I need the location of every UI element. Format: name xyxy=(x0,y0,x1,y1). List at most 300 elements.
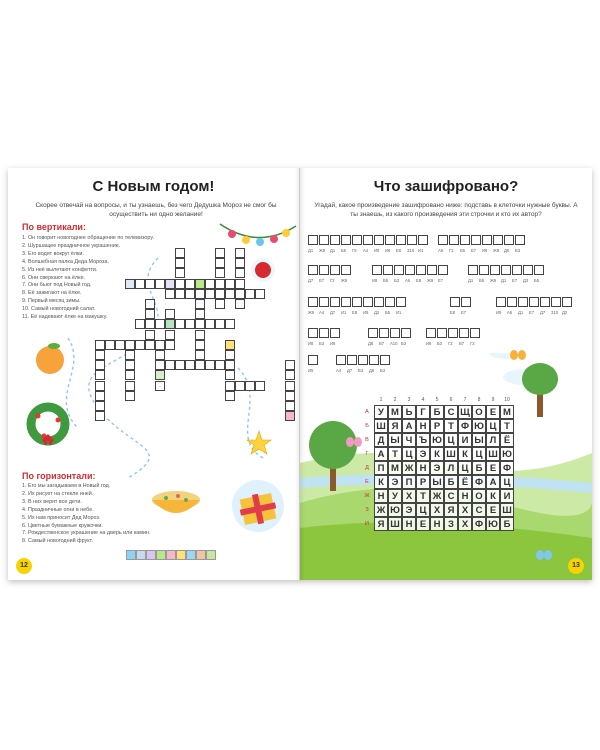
crossword-cell[interactable] xyxy=(155,370,165,380)
crossword-cell[interactable] xyxy=(125,340,135,350)
letter-grid-cell[interactable]: Э xyxy=(402,503,416,517)
crossword-cell[interactable] xyxy=(95,370,105,380)
crossword-cell[interactable] xyxy=(285,360,295,370)
cipher-box[interactable] xyxy=(507,297,517,307)
letter-grid-cell[interactable]: Б xyxy=(430,405,444,419)
crossword-cell[interactable] xyxy=(235,268,245,278)
crossword-cell[interactable] xyxy=(245,289,255,299)
crossword-cell[interactable] xyxy=(235,299,245,309)
cipher-code: Д7 xyxy=(330,310,336,315)
crossword-cell[interactable] xyxy=(95,350,105,360)
crossword-cell[interactable] xyxy=(155,381,165,391)
crossword-cell[interactable] xyxy=(125,279,135,289)
crossword-cell[interactable] xyxy=(145,340,155,350)
crossword-cell[interactable] xyxy=(195,350,205,360)
crossword-cell[interactable] xyxy=(215,268,225,278)
crossword-cell[interactable] xyxy=(235,289,245,299)
crossword-cell[interactable] xyxy=(115,340,125,350)
cipher-box[interactable] xyxy=(396,235,406,245)
letter-grid-cell[interactable]: Ч xyxy=(402,433,416,447)
letter-grid-cell[interactable]: Л xyxy=(486,433,500,447)
letter-grid-cell[interactable]: У xyxy=(388,489,402,503)
cipher-box[interactable] xyxy=(501,265,511,275)
letter-grid-cell[interactable]: К xyxy=(458,447,472,461)
crossword-cell[interactable] xyxy=(235,381,245,391)
letter-grid-cell[interactable]: Ш xyxy=(444,447,458,461)
letter-grid-cell[interactable]: Я xyxy=(388,419,402,433)
cipher-box[interactable] xyxy=(471,235,481,245)
letter-grid-cell[interactable]: Ы xyxy=(430,475,444,489)
cipher-box[interactable] xyxy=(529,297,539,307)
crossword-cell[interactable] xyxy=(125,370,135,380)
crossword-cell[interactable] xyxy=(235,248,245,258)
cipher-box[interactable] xyxy=(407,235,417,245)
cipher-box[interactable] xyxy=(470,328,480,338)
horizontal-clue: 4. Праздничные огни в небе. xyxy=(22,506,94,513)
letter-grid-cell[interactable]: Д xyxy=(374,433,388,447)
crossword-cell[interactable] xyxy=(165,330,175,340)
crossword-cell[interactable] xyxy=(195,340,205,350)
letter-grid-cell[interactable]: З xyxy=(444,517,458,531)
letter-grid-cell[interactable]: А xyxy=(486,475,500,489)
cipher-box[interactable] xyxy=(390,328,400,338)
cipher-code: З10 xyxy=(407,248,415,253)
strip-cell[interactable] xyxy=(186,550,196,560)
crossword-cell[interactable] xyxy=(185,319,195,329)
cipher-box[interactable] xyxy=(418,235,428,245)
letter-grid-cell[interactable]: Н xyxy=(430,517,444,531)
letter-grid-cell[interactable]: Р xyxy=(416,475,430,489)
cipher-code: И8 xyxy=(308,341,314,346)
cipher-box[interactable] xyxy=(308,328,318,338)
crossword-cell[interactable] xyxy=(205,289,215,299)
cipher-box[interactable] xyxy=(319,297,329,307)
cipher-box[interactable] xyxy=(437,328,447,338)
cipher-code: И9 xyxy=(374,248,380,253)
cipher-box[interactable] xyxy=(330,297,340,307)
letter-grid-cell[interactable]: Е xyxy=(486,405,500,419)
crossword-cell[interactable] xyxy=(205,360,215,370)
crossword-cell[interactable] xyxy=(255,289,265,299)
letter-grid-cell[interactable]: О xyxy=(472,489,486,503)
crossword-cell[interactable] xyxy=(235,279,245,289)
crossword-cell[interactable] xyxy=(285,391,295,401)
cipher-code: Ж9 xyxy=(341,278,348,283)
strip-cell[interactable] xyxy=(156,550,166,560)
crossword-cell[interactable] xyxy=(175,258,185,268)
wreath-illustration xyxy=(24,400,72,448)
cipher-box[interactable] xyxy=(341,235,351,245)
crossword-cell[interactable] xyxy=(225,279,235,289)
crossword-cell[interactable] xyxy=(95,340,105,350)
letter-grid-cell[interactable]: Б xyxy=(472,461,486,475)
letter-grid-cell[interactable]: А xyxy=(374,447,388,461)
cipher-code: Б5 xyxy=(534,278,540,283)
crossword-cell[interactable] xyxy=(125,350,135,360)
cipher-box[interactable] xyxy=(504,235,514,245)
strip-cell[interactable] xyxy=(146,550,156,560)
cipher-box[interactable] xyxy=(518,297,528,307)
crossword-cell[interactable] xyxy=(185,279,195,289)
crossword-cell[interactable] xyxy=(165,340,175,350)
letter-grid-cell[interactable]: Т xyxy=(444,419,458,433)
cipher-box[interactable] xyxy=(330,265,340,275)
crossword-cell[interactable] xyxy=(215,319,225,329)
cipher-box[interactable] xyxy=(468,265,478,275)
letter-grid-cell[interactable]: Ф xyxy=(458,419,472,433)
butterfly-icon xyxy=(346,436,362,448)
crossword-cell[interactable] xyxy=(155,319,165,329)
crossword-cell[interactable] xyxy=(215,258,225,268)
letter-grid-cell[interactable]: Н xyxy=(374,489,388,503)
letter-grid-cell[interactable]: М xyxy=(388,461,402,475)
letter-grid-cell[interactable]: Ш xyxy=(500,503,514,517)
cipher-box[interactable] xyxy=(460,235,470,245)
cipher-box[interactable] xyxy=(540,297,550,307)
letter-grid-cell[interactable]: Т xyxy=(500,419,514,433)
crossword-cell[interactable] xyxy=(225,350,235,360)
letter-grid-cell[interactable]: Ф xyxy=(472,475,486,489)
strip-cell[interactable] xyxy=(206,550,216,560)
cipher-box[interactable] xyxy=(490,265,500,275)
crossword-cell[interactable] xyxy=(205,319,215,329)
letter-grid-cell[interactable]: Н xyxy=(402,517,416,531)
letter-grid-cell[interactable]: К xyxy=(374,475,388,489)
letter-grid-cell[interactable]: Н xyxy=(416,461,430,475)
letter-grid-cell[interactable]: Х xyxy=(430,503,444,517)
letter-grid-cell[interactable]: Ц xyxy=(402,447,416,461)
letter-grid-cell[interactable]: Е xyxy=(486,461,500,475)
letter-grid-cell[interactable]: Т xyxy=(416,489,430,503)
letter-grid-cell[interactable]: Я xyxy=(444,503,458,517)
cipher-code: А4 xyxy=(319,310,325,315)
cipher-code: Б3 xyxy=(437,341,443,346)
crossword-cell[interactable] xyxy=(175,360,185,370)
letter-grid-cell[interactable]: И xyxy=(458,433,472,447)
crossword-cell[interactable] xyxy=(215,279,225,289)
bauble-illustration xyxy=(248,254,278,284)
strip-cell[interactable] xyxy=(176,550,186,560)
letter-grid-cell[interactable]: Ц xyxy=(486,419,500,433)
crossword-cell[interactable] xyxy=(285,381,295,391)
cipher-box[interactable] xyxy=(374,235,384,245)
cipher-code: Е8 xyxy=(416,278,422,283)
crossword-cell[interactable] xyxy=(225,340,235,350)
cipher-box[interactable] xyxy=(515,235,525,245)
cipher-code: А6 xyxy=(507,310,513,315)
cipher-box[interactable] xyxy=(493,235,503,245)
letter-grid-cell[interactable]: Э xyxy=(388,475,402,489)
strip-cell[interactable] xyxy=(126,550,136,560)
letter-grid-cell[interactable]: Х xyxy=(458,517,472,531)
crossword-cell[interactable] xyxy=(175,268,185,278)
right-page xyxy=(300,168,592,580)
crossword-cell[interactable] xyxy=(105,340,115,350)
letter-grid-cell[interactable]: Л xyxy=(444,461,458,475)
crossword-cell[interactable] xyxy=(135,279,145,289)
letter-grid-cell[interactable]: О xyxy=(472,405,486,419)
letter-grid-cell[interactable]: Ъ xyxy=(416,433,430,447)
cipher-box[interactable] xyxy=(401,328,411,338)
cipher-box[interactable] xyxy=(341,265,351,275)
letter-grid-cell[interactable]: Г xyxy=(416,405,430,419)
letter-grid-cell[interactable]: Я xyxy=(374,517,388,531)
letter-grid-cell[interactable]: И xyxy=(500,489,514,503)
cipher-code: Е8 xyxy=(396,248,402,253)
crossword-cell[interactable] xyxy=(285,401,295,411)
cipher-box[interactable] xyxy=(396,297,406,307)
cipher-box[interactable] xyxy=(448,328,458,338)
cipher-box[interactable] xyxy=(416,265,426,275)
letter-grid-cell[interactable]: С xyxy=(444,405,458,419)
cipher-box[interactable] xyxy=(496,297,506,307)
letter-grid-cell[interactable]: Б xyxy=(500,517,514,531)
cipher-box[interactable] xyxy=(426,328,436,338)
letter-grid-cell[interactable]: А xyxy=(402,419,416,433)
crossword-cell[interactable] xyxy=(175,319,185,329)
letter-grid-cell[interactable]: Ю xyxy=(430,433,444,447)
crossword-cell[interactable] xyxy=(95,360,105,370)
crossword-cell[interactable] xyxy=(215,248,225,258)
letter-grid-cell[interactable]: Ш xyxy=(374,419,388,433)
cipher-box[interactable] xyxy=(308,235,318,245)
crossword-cell[interactable] xyxy=(165,360,175,370)
letter-grid-cell[interactable]: П xyxy=(402,475,416,489)
crossword-cell[interactable] xyxy=(225,370,235,380)
letter-grid-cell[interactable]: Ы xyxy=(472,433,486,447)
vertical-clue: 6. Они сверкают на ёлке. xyxy=(22,274,86,281)
horizontal-clue: 2. Их рисует на стекле иней. xyxy=(22,490,94,497)
cipher-box[interactable] xyxy=(379,328,389,338)
cipher-box[interactable] xyxy=(352,297,362,307)
letter-grid-cell[interactable]: К xyxy=(486,489,500,503)
letter-grid-cell[interactable]: Ц xyxy=(416,503,430,517)
crossword-cell[interactable] xyxy=(155,360,165,370)
crossword-cell[interactable] xyxy=(155,279,165,289)
crossword-cell[interactable] xyxy=(215,299,225,309)
crossword-cell[interactable] xyxy=(125,381,135,391)
cipher-box[interactable] xyxy=(450,297,460,307)
letter-grid-cell[interactable]: Щ xyxy=(458,405,472,419)
crossword-cell[interactable] xyxy=(185,360,195,370)
crossword-cell[interactable] xyxy=(215,360,225,370)
letter-grid-cell[interactable]: Ё xyxy=(500,433,514,447)
grid-column-number: 1 xyxy=(379,397,383,403)
letter-grid-cell[interactable]: Б xyxy=(444,475,458,489)
crossword-cell[interactable] xyxy=(195,319,205,329)
letter-grid-cell[interactable]: Т xyxy=(388,447,402,461)
letter-grid-cell[interactable]: Ь xyxy=(402,405,416,419)
crossword-cell[interactable] xyxy=(95,381,105,391)
cipher-box[interactable] xyxy=(438,265,448,275)
crossword-cell[interactable] xyxy=(165,279,175,289)
crossword-cell[interactable] xyxy=(205,279,215,289)
cipher-box[interactable] xyxy=(405,265,415,275)
page-number-left: 12 xyxy=(16,558,32,574)
letter-grid-cell[interactable]: С xyxy=(472,503,486,517)
letter-grid-cell[interactable]: Э xyxy=(430,461,444,475)
crossword-cell[interactable] xyxy=(95,391,105,401)
crossword-cell[interactable] xyxy=(185,289,195,299)
strip-cell[interactable] xyxy=(196,550,206,560)
letter-grid-cell[interactable]: Ц xyxy=(444,433,458,447)
crossword-cell[interactable] xyxy=(175,279,185,289)
cipher-box[interactable] xyxy=(363,235,373,245)
letter-grid-cell[interactable]: Ю xyxy=(472,419,486,433)
letter-grid-cell[interactable]: Н xyxy=(458,489,472,503)
star-ornament-illustration xyxy=(244,428,274,458)
crossword-cell[interactable] xyxy=(195,299,205,309)
crossword-cell[interactable] xyxy=(165,289,175,299)
crossword-cell[interactable] xyxy=(195,289,205,299)
cipher-box[interactable] xyxy=(319,328,329,338)
letter-grid-cell[interactable]: Н xyxy=(416,419,430,433)
crossword-cell[interactable] xyxy=(95,401,105,411)
cipher-box[interactable] xyxy=(308,265,318,275)
butterfly-icon xyxy=(536,549,552,561)
letter-grid-cell[interactable]: Ц xyxy=(458,461,472,475)
strip-cell[interactable] xyxy=(166,550,176,560)
crossword-cell[interactable] xyxy=(225,289,235,299)
cipher-code: Д1 xyxy=(518,310,524,315)
crossword-cell[interactable] xyxy=(225,381,235,391)
letter-grid-cell[interactable]: Ш xyxy=(388,517,402,531)
cipher-code: Б3 xyxy=(401,341,407,346)
crossword-cell[interactable] xyxy=(225,391,235,401)
crossword-cell[interactable] xyxy=(245,381,255,391)
horizontal-clue: 8. Самый новогодний фрукт. xyxy=(22,538,94,545)
crossword-cell[interactable] xyxy=(125,391,135,401)
left-page-intro: Скорее отвечай на вопросы, и ты узнаешь, без чего Дедушка Мороз не смог бы осуществить ни одно желание! xyxy=(35,202,277,218)
letter-grid-cell[interactable]: Ы xyxy=(388,433,402,447)
cipher-box[interactable] xyxy=(372,265,382,275)
cipher-box[interactable] xyxy=(319,265,329,275)
cipher-box[interactable] xyxy=(385,235,395,245)
crossword-cell[interactable] xyxy=(135,340,145,350)
crossword-cell[interactable] xyxy=(285,411,295,421)
crossword-cell[interactable] xyxy=(145,309,155,319)
vertical-clue: 10. Самый новогодний салат. xyxy=(22,306,96,313)
grid-row-letter: Д xyxy=(365,465,369,471)
crossword-cell[interactable] xyxy=(255,381,265,391)
crossword-cell[interactable] xyxy=(145,299,155,309)
cipher-box[interactable] xyxy=(385,297,395,307)
cipher-box[interactable] xyxy=(482,235,492,245)
crossword-cell[interactable] xyxy=(235,258,245,268)
cipher-box[interactable] xyxy=(438,235,448,245)
cipher-box[interactable] xyxy=(534,265,544,275)
letter-grid-cell[interactable]: Е xyxy=(416,517,430,531)
crossword-cell[interactable] xyxy=(195,360,205,370)
crossword-cell[interactable] xyxy=(225,360,235,370)
letter-grid-cell[interactable]: Р xyxy=(430,419,444,433)
crossword-cell[interactable] xyxy=(165,319,175,329)
cipher-box[interactable] xyxy=(352,235,362,245)
crossword-cell[interactable] xyxy=(155,340,165,350)
letter-grid-cell[interactable]: Ю xyxy=(500,447,514,461)
letter-grid-cell[interactable]: С xyxy=(444,489,458,503)
letter-grid-cell[interactable]: Ю xyxy=(388,503,402,517)
letter-grid-cell[interactable]: Ш xyxy=(486,447,500,461)
crossword-cell[interactable] xyxy=(125,360,135,370)
crossword-cell[interactable] xyxy=(165,309,175,319)
letter-grid-cell[interactable]: Х xyxy=(402,489,416,503)
letter-grid-cell[interactable]: К xyxy=(430,447,444,461)
letter-grid-cell[interactable]: У xyxy=(374,405,388,419)
crossword-cell[interactable] xyxy=(195,279,205,289)
crossword-cell[interactable] xyxy=(95,411,105,421)
crossword-cell[interactable] xyxy=(225,319,235,329)
cipher-code: Б3 xyxy=(380,368,386,373)
letter-grid-cell[interactable]: Ю xyxy=(486,517,500,531)
crossword-cell[interactable] xyxy=(285,370,295,380)
crossword-cell[interactable] xyxy=(155,350,165,360)
tangerine-illustration xyxy=(30,340,70,376)
cipher-box[interactable] xyxy=(512,265,522,275)
cipher-box[interactable] xyxy=(363,297,373,307)
cipher-box[interactable] xyxy=(319,235,329,245)
crossword-cell[interactable] xyxy=(175,289,185,299)
letter-grid-cell[interactable]: М xyxy=(500,405,514,419)
cipher-box[interactable] xyxy=(523,265,533,275)
letter-grid-cell[interactable]: Ц xyxy=(472,447,486,461)
crossword-cell[interactable] xyxy=(135,319,145,329)
cipher-box[interactable] xyxy=(368,328,378,338)
grid-row-letter: Ж xyxy=(364,493,370,499)
grid-row-letter: В xyxy=(365,437,369,443)
cipher-code: Б3 xyxy=(515,248,521,253)
cipher-box[interactable] xyxy=(461,297,471,307)
letter-grid-cell[interactable]: Е xyxy=(486,503,500,517)
cipher-box[interactable] xyxy=(459,328,469,338)
letter-grid-cell[interactable]: Ж xyxy=(430,489,444,503)
cipher-box[interactable] xyxy=(330,235,340,245)
cipher-box[interactable] xyxy=(330,328,340,338)
letter-grid-cell[interactable]: Э xyxy=(416,447,430,461)
letter-grid-cell[interactable]: Ф xyxy=(500,461,514,475)
crossword-cell[interactable] xyxy=(145,330,155,340)
letter-grid-cell[interactable]: Ц xyxy=(500,475,514,489)
crossword-cell[interactable] xyxy=(195,309,205,319)
cipher-box[interactable] xyxy=(551,297,561,307)
letter-grid-cell[interactable]: М xyxy=(388,405,402,419)
letter-grid-cell[interactable]: П xyxy=(374,461,388,475)
crossword-cell[interactable] xyxy=(145,319,155,329)
cipher-code: Б3 xyxy=(394,278,400,283)
strip-cell[interactable] xyxy=(136,550,146,560)
vertical-clue: 8. Её зажигают на ёлке. xyxy=(22,290,82,297)
letter-grid-cell[interactable]: Ф xyxy=(472,517,486,531)
letter-grid-cell[interactable]: Ж xyxy=(402,461,416,475)
crossword-cell[interactable] xyxy=(215,289,225,299)
crossword-cell[interactable] xyxy=(175,248,185,258)
cipher-box[interactable] xyxy=(427,265,437,275)
letter-grid-cell[interactable]: Ж xyxy=(374,503,388,517)
cipher-box[interactable] xyxy=(449,235,459,245)
letter-grid-cell[interactable]: Х xyxy=(458,503,472,517)
cipher-box[interactable] xyxy=(308,297,318,307)
crossword-cell[interactable] xyxy=(195,330,205,340)
cipher-box[interactable] xyxy=(374,297,384,307)
cipher-box[interactable] xyxy=(479,265,489,275)
cipher-code: Е7 xyxy=(512,278,518,283)
crossword-cell[interactable] xyxy=(145,279,155,289)
cipher-box[interactable] xyxy=(341,297,351,307)
cipher-box[interactable] xyxy=(383,265,393,275)
cipher-box[interactable] xyxy=(562,297,572,307)
cipher-box[interactable] xyxy=(394,265,404,275)
letter-grid-cell[interactable]: Ё xyxy=(458,475,472,489)
